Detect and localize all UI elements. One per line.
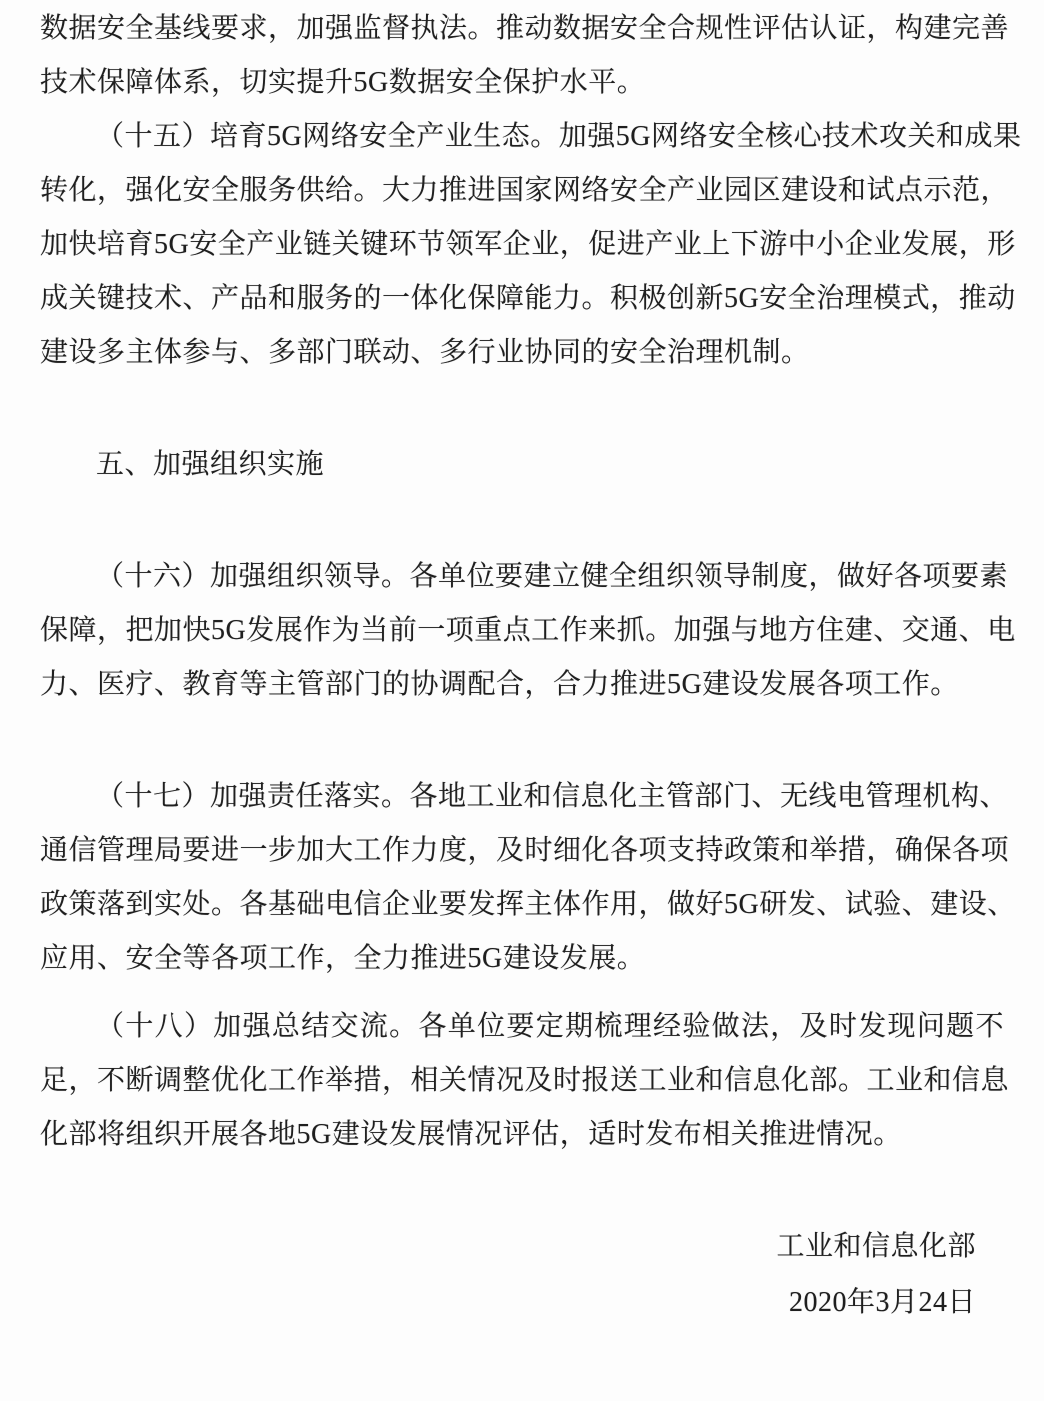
document-line: 数据安全基线要求，加强监督执法。推动数据安全合规性评估认证，构建完善 [40, 13, 1010, 44]
signature: 工业和信息化部 [776, 1231, 976, 1262]
paragraph [40, 770, 1016, 986]
document-line: （十七）加强责任落实。各地工业和信息化主管部门、无线电管理机构、 [96, 781, 1009, 812]
paragraph [40, 1000, 1010, 1162]
document-line: 应用、安全等各项工作，全力推进5G建设发展。 [40, 943, 646, 974]
document-line: （十五）培育5G网络安全产业生态。加强5G网络安全核心技术攻关和成果 [96, 121, 1022, 152]
paragraph [40, 550, 1016, 712]
document-line: 保障，把加快5G发展作为当前一项重点工作来抓。加强与地方住建、交通、电 [40, 615, 1016, 646]
paragraph [40, 2, 1010, 110]
document-line: 化部将组织开展各地5G建设发展情况评估，适时发布相关推进情况。 [40, 1119, 902, 1150]
document-line: 转化，强化安全服务供给。大力推进国家网络安全产业园区建设和试点示范， [40, 175, 1010, 206]
section-heading [40, 438, 1004, 492]
document-line: 通信管理局要进一步加大工作力度，及时细化各项支持政策和举措，确保各项 [40, 835, 1010, 866]
document-body [40, 2, 1022, 1162]
document-line: 足，不断调整优化工作举措，相关情况及时报送工业和信息化部。工业和信息 [40, 1065, 1010, 1096]
date: 2020年3月24日 [788, 1287, 976, 1318]
document-line: 成关键技术、产品和服务的一体化保障能力。积极创新5G安全治理模式，推动 [40, 283, 1016, 314]
document-line: （十六）加强组织领导。各单位要建立健全组织领导制度，做好各项要素 [96, 561, 1009, 592]
document-line: 政策落到实处。各基础电信企业要发挥主体作用，做好5G研发、试验、建设、 [40, 889, 1016, 920]
document-line: 力、医疗、教育等主管部门的协调配合，合力推进5G建设发展各项工作。 [40, 669, 959, 700]
document-line: 建设多主体参与、多部门联动、多行业协同的安全治理机制。 [40, 337, 810, 368]
document-line: 五、加强组织实施 [96, 449, 325, 480]
document-line: 加快培育5G安全产业链关键环节领军企业，促进产业上下游中小企业发展，形 [40, 229, 1016, 260]
document-line: （十八）加强总结交流。各单位要定期梳理经验做法，及时发现问题不 [96, 1011, 1004, 1042]
document-line: 技术保障体系，切实提升5G数据安全保护水平。 [40, 67, 646, 98]
paragraph [40, 110, 1022, 380]
signature-block [40, 1220, 1004, 1330]
